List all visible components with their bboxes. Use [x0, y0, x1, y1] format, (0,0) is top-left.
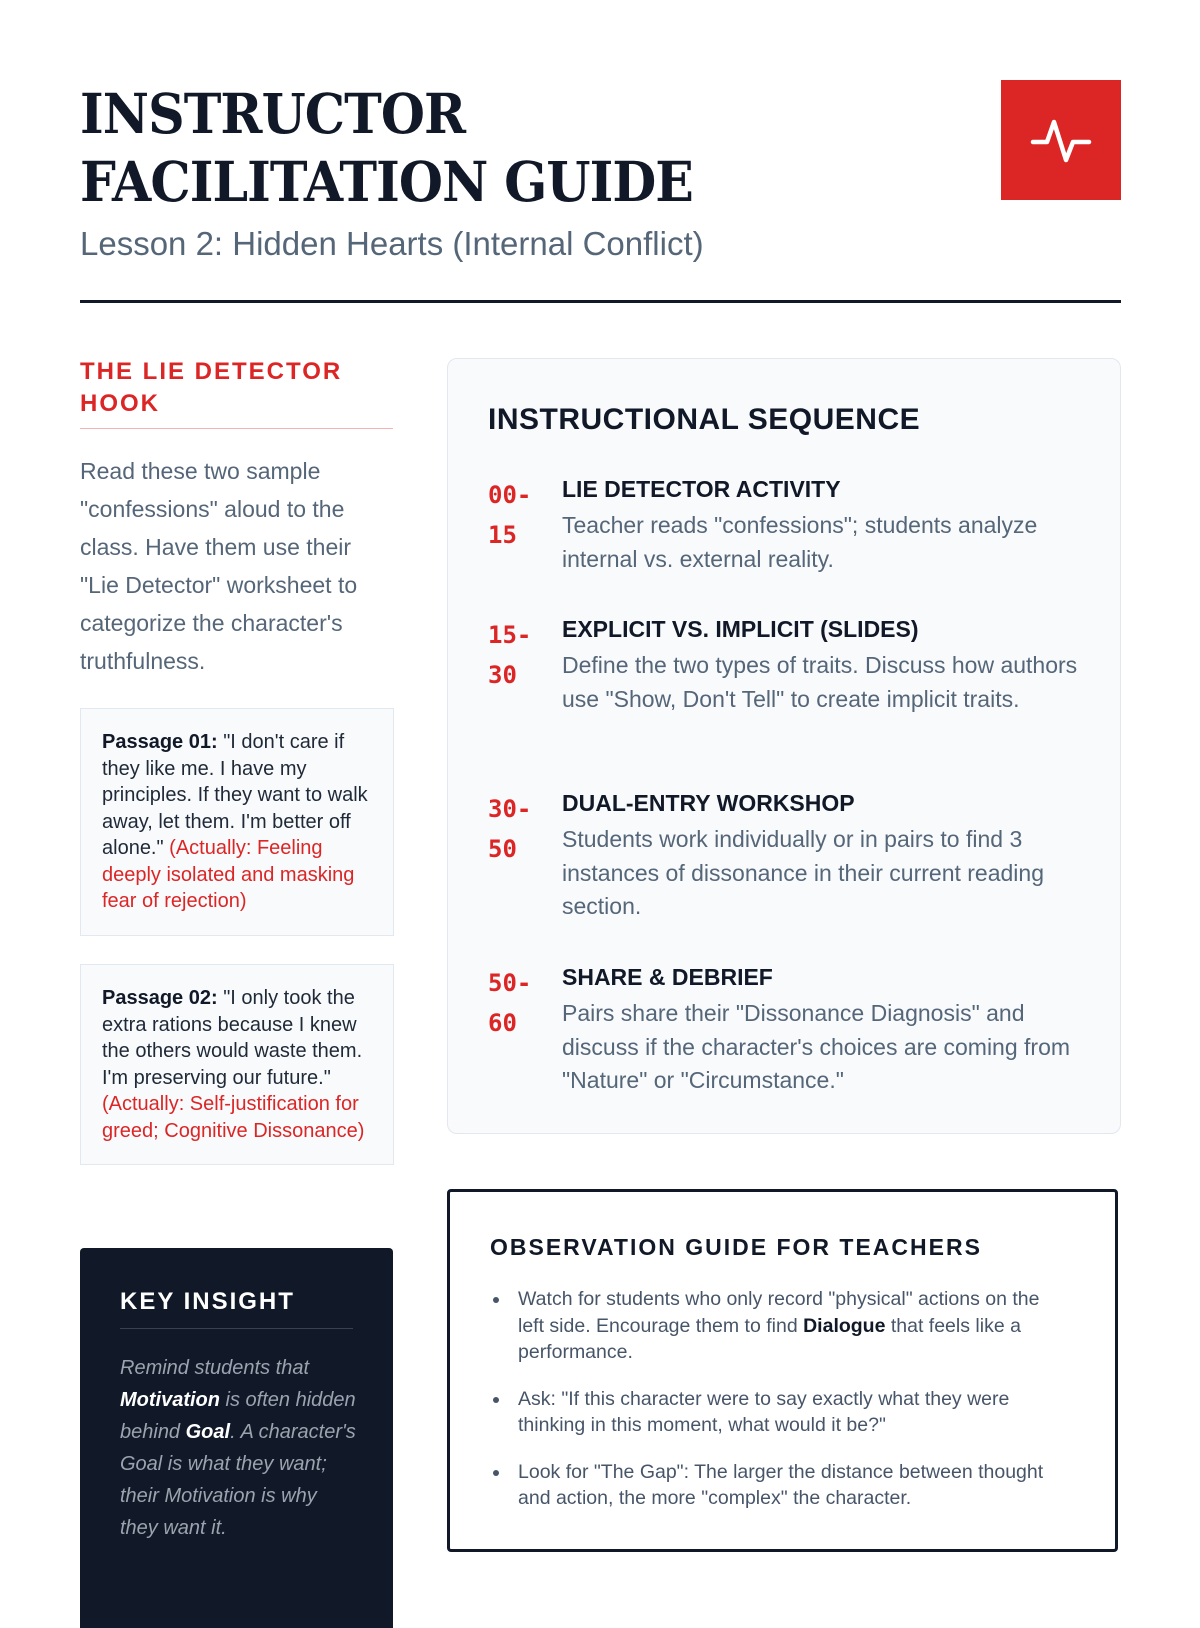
passage-actual: (Actually: Feeling deeply isolated and masking fear of rejection) [102, 837, 355, 912]
observation-item: Look for "The Gap": The larger the distance between thought and action, the more "complex" the character. [490, 1459, 1070, 1512]
instructional-sequence-panel [447, 358, 1121, 1134]
step-title: DUAL-ENTRY WORKSHOP [562, 790, 855, 816]
sequence-heading: INSTRUCTIONAL SEQUENCE [488, 403, 921, 436]
observation-item [490, 1286, 1070, 1366]
key-insight-card [80, 1248, 393, 1628]
header-divider [80, 300, 1121, 303]
page-header [80, 80, 1120, 264]
key-insight-text [120, 1352, 360, 1544]
step-time: 30-50 [488, 795, 532, 863]
hook-instructions: Read these two sample "confessions" aloud to the class. Have them use their "Lie Detector" worksheet to categorize the character's truthfulness. [80, 458, 358, 674]
step-description: Pairs share their "Dissonance Diagnosis" and discuss if the character's choices are coming from "Nature" or "Circumstance." [562, 1000, 1071, 1093]
step-time: 00-15 [488, 481, 532, 549]
step-title: LIE DETECTOR ACTIVITY [562, 476, 841, 502]
observation-guide-box [447, 1189, 1118, 1552]
observation-list [490, 1286, 1070, 1532]
hook-heading: THE LIE DETECTOR HOOK [80, 356, 393, 429]
observation-text-part: Watch for students who only record "physical" actions on the left side. Encourage them to find [518, 1288, 1040, 1337]
insight-text-part: is often hidden behind [120, 1389, 356, 1443]
step-time: 50-60 [488, 969, 532, 1037]
step-title: SHARE & DEBRIEF [562, 964, 773, 990]
observation-text-part: that feels like a performance. [518, 1314, 1021, 1363]
insight-text-part: . A character's Goal is what they want; their Motivation is why they want it. [120, 1421, 356, 1539]
passage-quote: "I only took the extra rations because I knew the others would waste them. I'm preserving our future." [102, 987, 363, 1089]
insight-emphasis-motivation: Motivation [120, 1389, 220, 1411]
step-time: 15-30 [488, 621, 532, 689]
heartbeat-pulse-icon [1001, 80, 1121, 200]
insight-emphasis-goal: Goal [185, 1421, 231, 1443]
passage-label: Passage 02: [102, 987, 218, 1009]
passage-actual: (Actually: Self-justification for greed; Cognitive Dissonance) [102, 1093, 365, 1142]
observation-item: Ask: "If this character were to say exactly what they were thinking in this moment, what would it be?" [490, 1386, 1070, 1439]
observation-emphasis-dialogue: Dialogue [803, 1314, 886, 1337]
passage-card-2 [80, 964, 394, 1165]
insight-text-part: Remind students that [120, 1357, 309, 1379]
step-title: EXPLICIT VS. IMPLICIT (SLIDES) [562, 616, 919, 642]
passage-card-1 [80, 708, 394, 936]
step-description: Define the two types of traits. Discuss how authors use "Show, Don't Tell" to create implicit traits. [562, 652, 1078, 712]
observation-heading: OBSERVATION GUIDE FOR TEACHERS [490, 1234, 982, 1260]
key-insight-heading: KEY INSIGHT [120, 1288, 353, 1329]
lesson-subtitle: Lesson 2: Hidden Hearts (Internal Conflict) [80, 225, 704, 262]
passage-quote: "I don't care if they like me. I have my principles. If they want to walk away, let them. I'm better off alone." [102, 731, 368, 859]
page-title: INSTRUCTOR FACILITATION GUIDE [80, 81, 693, 214]
step-description: Teacher reads "confessions"; students analyze internal vs. external reality. [562, 512, 1038, 572]
step-description: Students work individually or in pairs to find 3 instances of dissonance in their current reading section. [562, 826, 1045, 919]
passage-label: Passage 01: [102, 731, 218, 753]
